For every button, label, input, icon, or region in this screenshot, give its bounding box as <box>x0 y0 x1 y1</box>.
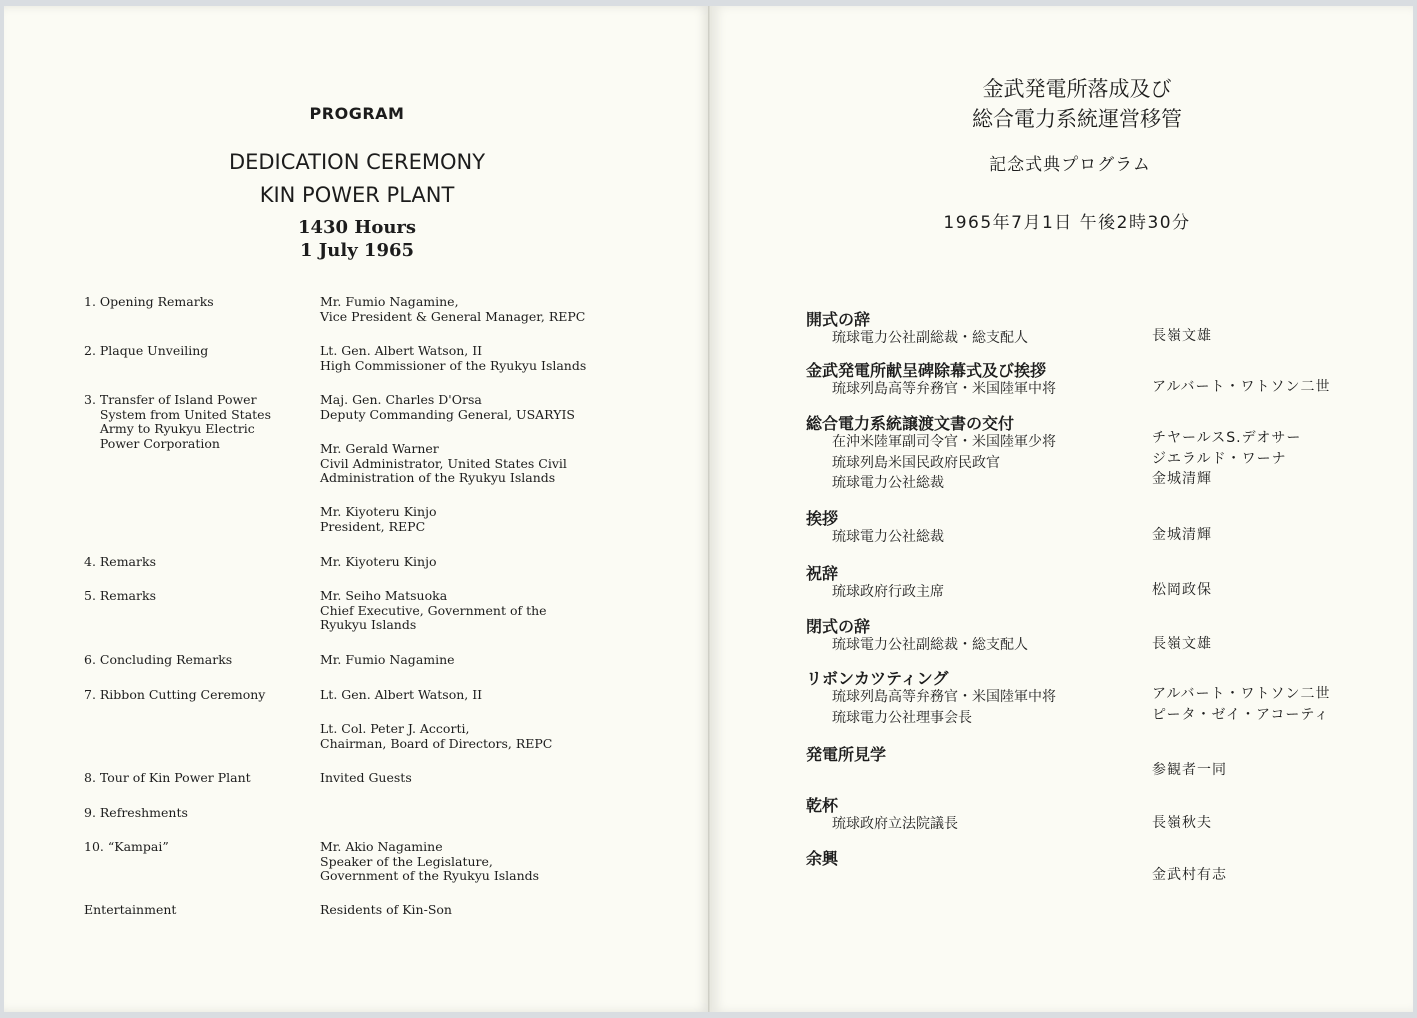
program-item-label: 8. Tour of Kin Power Plant <box>84 770 251 785</box>
ceremony-title-line: KIN POWER PLANT <box>259 183 455 207</box>
japanese-section-heading: 祝辞 <box>806 564 839 583</box>
ceremony-time: 1430 Hours <box>297 217 417 238</box>
japanese-section-name: アルバート・ワトソン二世 ピータ・ゼイ・アコーティ <box>1152 686 1331 723</box>
program-item-label: 4. Remarks <box>84 554 156 569</box>
program-item-label: 7. Ribbon Cutting Ceremony <box>84 687 266 702</box>
program-item-speaker: Mr. Fumio Nagamine, Vice President & General Manager, REPC <box>320 294 586 324</box>
japanese-section-heading: 総合電力系統譲渡文書の交付 <box>806 414 1015 433</box>
program-item-speaker: Mr. Fumio Nagamine <box>320 652 455 667</box>
program-item-speaker: Maj. Gen. Charles D'Orsa Deputy Commanding General, USARYIS <box>320 392 575 422</box>
japanese-section-role: 琉球列島高等弁務官・米国陸軍中将 <box>832 381 1056 397</box>
program-item-label: 9. Refreshments <box>84 805 188 820</box>
japanese-section-name: 金武村有志 <box>1152 867 1227 883</box>
program-item-speaker: Mr. Gerald Warner Civil Administrator, United States Civil Administration of the Ryukyu Islands <box>320 441 567 485</box>
program-item-speaker: Mr. Akio Nagamine Speaker of the Legislature, Government of the Ryukyu Islands <box>320 839 540 883</box>
japanese-section-heading: 乾杯 <box>806 796 839 815</box>
ceremony-title <box>197 146 517 212</box>
japanese-section-heading: 挨拶 <box>806 509 839 528</box>
program-item-speaker: Mr. Kiyoteru Kinjo <box>320 554 437 569</box>
japanese-section-heading: 閉式の辞 <box>806 617 871 636</box>
program-item-speaker: Residents of Kin-Son <box>320 902 452 917</box>
japanese-section-role: 琉球電力公社総裁 <box>832 529 944 545</box>
japanese-section-heading: 余興 <box>806 849 839 868</box>
japanese-section-name: 松岡政保 <box>1152 582 1212 598</box>
japanese-section-name: 長嶺秋夫 <box>1152 815 1212 831</box>
japanese-section-role: 琉球政府行政主席 <box>832 584 944 600</box>
japanese-section-name: 長嶺文雄 <box>1152 636 1212 652</box>
japanese-section-name: アルバート・ワトソン二世 <box>1152 379 1331 395</box>
program-item-label: 3. Transfer of Island Power System from United States Army to Ryukyu Electric Power Corporation <box>84 392 271 451</box>
japanese-section-name: 長嶺文雄 <box>1152 328 1212 344</box>
program-item-speaker: Lt. Gen. Albert Watson, II <box>320 687 483 702</box>
japanese-section-name: チヤールスS.デオサー ジエラルド・ワーナ 金城清輝 <box>1152 430 1302 487</box>
japanese-section-role: 琉球電力公社副総裁・総支配人 <box>832 330 1028 346</box>
japanese-section-heading: 発電所見学 <box>806 745 887 764</box>
program-item-label: 6. Concluding Remarks <box>84 652 233 667</box>
program-item-speaker: Lt. Col. Peter J. Accorti, Chairman, Board of Directors, REPC <box>320 721 553 751</box>
japanese-section-role: 琉球政府立法院議長 <box>832 816 958 832</box>
program-item-label: 1. Opening Remarks <box>84 294 214 309</box>
program-item-label: 2. Plaque Unveiling <box>84 343 209 358</box>
japanese-date-time: 1965年7月1日 午後2時30分 <box>943 213 1191 233</box>
ceremony-date-time <box>227 216 487 262</box>
japanese-subtitle: 記念式典プログラム <box>989 155 1151 175</box>
program-item-speaker: Invited Guests <box>320 770 412 785</box>
japanese-title <box>917 74 1237 134</box>
program-item-speaker: Lt. Gen. Albert Watson, II High Commissioner of the Ryukyu Islands <box>320 343 587 373</box>
program-item-label: Entertainment <box>84 902 177 917</box>
japanese-section-name: 金城清輝 <box>1152 527 1212 543</box>
japanese-section-heading: リボンカツティング <box>806 669 949 688</box>
japanese-section-name: 参観者一同 <box>1152 762 1227 778</box>
japanese-section-role: 琉球列島高等弁務官・米国陸軍中将 琉球電力公社理事会長 <box>832 689 1056 726</box>
program-item-label: 10. “Kampai” <box>84 839 169 854</box>
japanese-section-heading: 開式の辞 <box>806 310 871 329</box>
program-item-label: 5. Remarks <box>84 588 156 603</box>
ceremony-title-line: DEDICATION CEREMONY <box>228 150 486 174</box>
japanese-title-line: 金武発電所落成及び <box>982 77 1172 101</box>
program-heading: PROGRAM <box>309 104 405 123</box>
right-page-japanese-program <box>712 6 1413 1012</box>
ceremony-date: 1 July 1965 <box>299 240 415 261</box>
program-item-speaker: Mr. Seiho Matsuoka Chief Executive, Government of the Ryukyu Islands <box>320 588 547 632</box>
left-page-english-program <box>4 6 710 1012</box>
japanese-section-role: 在沖米陸軍副司令官・米国陸軍少将 琉球列島米国民政府民政官 琉球電力公社総裁 <box>832 434 1056 491</box>
japanese-section-role: 琉球電力公社副総裁・総支配人 <box>832 637 1028 653</box>
japanese-title-line: 総合電力系統運営移管 <box>972 107 1182 131</box>
program-item-speaker: Mr. Kiyoteru Kinjo President, REPC <box>320 504 437 534</box>
japanese-section-heading: 金武発電所献呈碑除幕式及び挨拶 <box>806 361 1047 380</box>
